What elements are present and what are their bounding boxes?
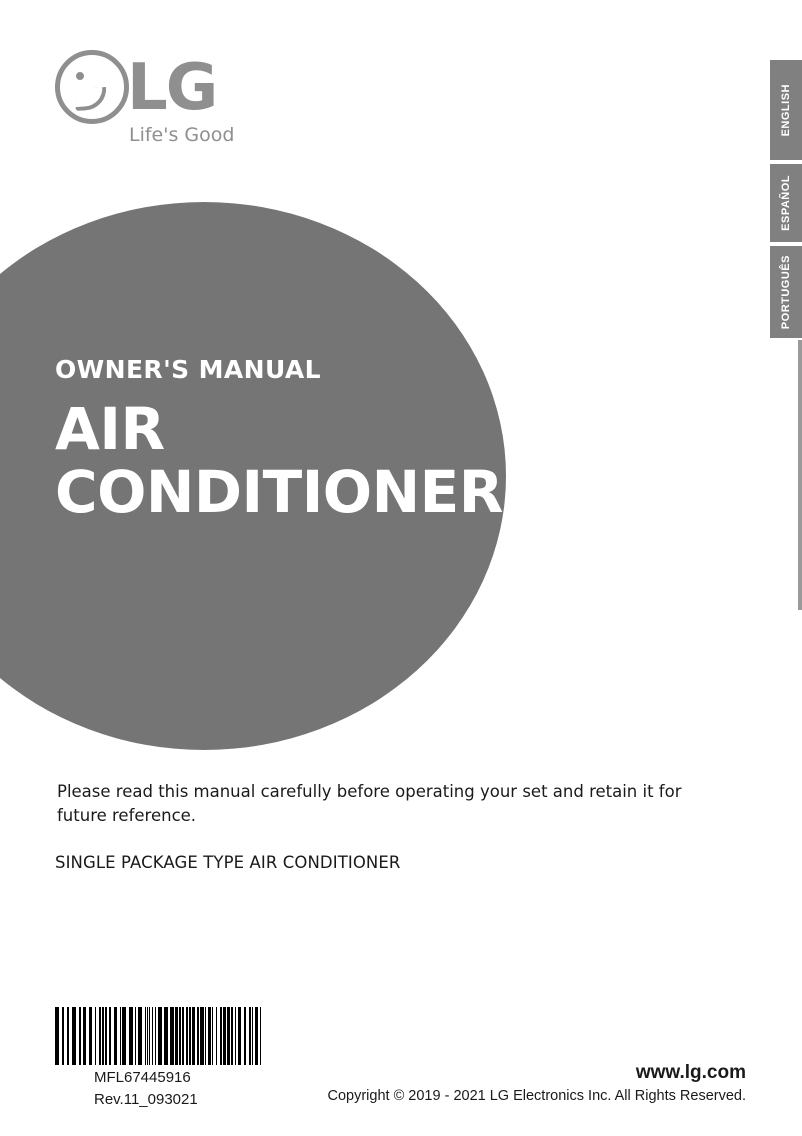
side-rail-divider [798,340,802,610]
website-link[interactable]: www.lg.com [635,1062,746,1083]
barcode-code: MFL67445916 [94,1069,191,1086]
language-tab-portugues[interactable] [770,246,802,338]
lg-logo-eye-icon [76,72,84,80]
barcode-text-block [94,1067,198,1111]
copyright-text: Copyright © 2019 - 2021 LG Electronics Inc. All Rights Reserved. [327,1088,746,1104]
cover-title-line-1: AIR [55,395,165,463]
lg-tagline: Life's Good [129,124,235,146]
cover-title-block [55,355,503,526]
language-tab-espanol-label: ESPAÑOL [780,175,792,231]
lg-logo [55,50,255,150]
language-tabs [770,60,802,342]
lg-wordmark: LG [127,51,217,125]
product-type-label: SINGLE PACKAGE TYPE AIR CONDITIONER [55,853,401,872]
language-tab-english[interactable] [770,60,802,160]
barcode-revision: Rev.11_093021 [94,1090,198,1108]
barcode-graphic [55,1007,264,1065]
language-tab-english-label: ENGLISH [780,83,792,137]
cover-kicker: OWNER'S MANUAL [55,355,322,384]
read-manual-note: Please read this manual carefully before operating your set and retain it for future reference. [57,782,682,825]
cover-title-line-2: CONDITIONER [55,457,503,526]
language-tab-espanol[interactable] [770,164,802,242]
language-tab-portugues-label: PORTUGUÊS [780,254,792,330]
